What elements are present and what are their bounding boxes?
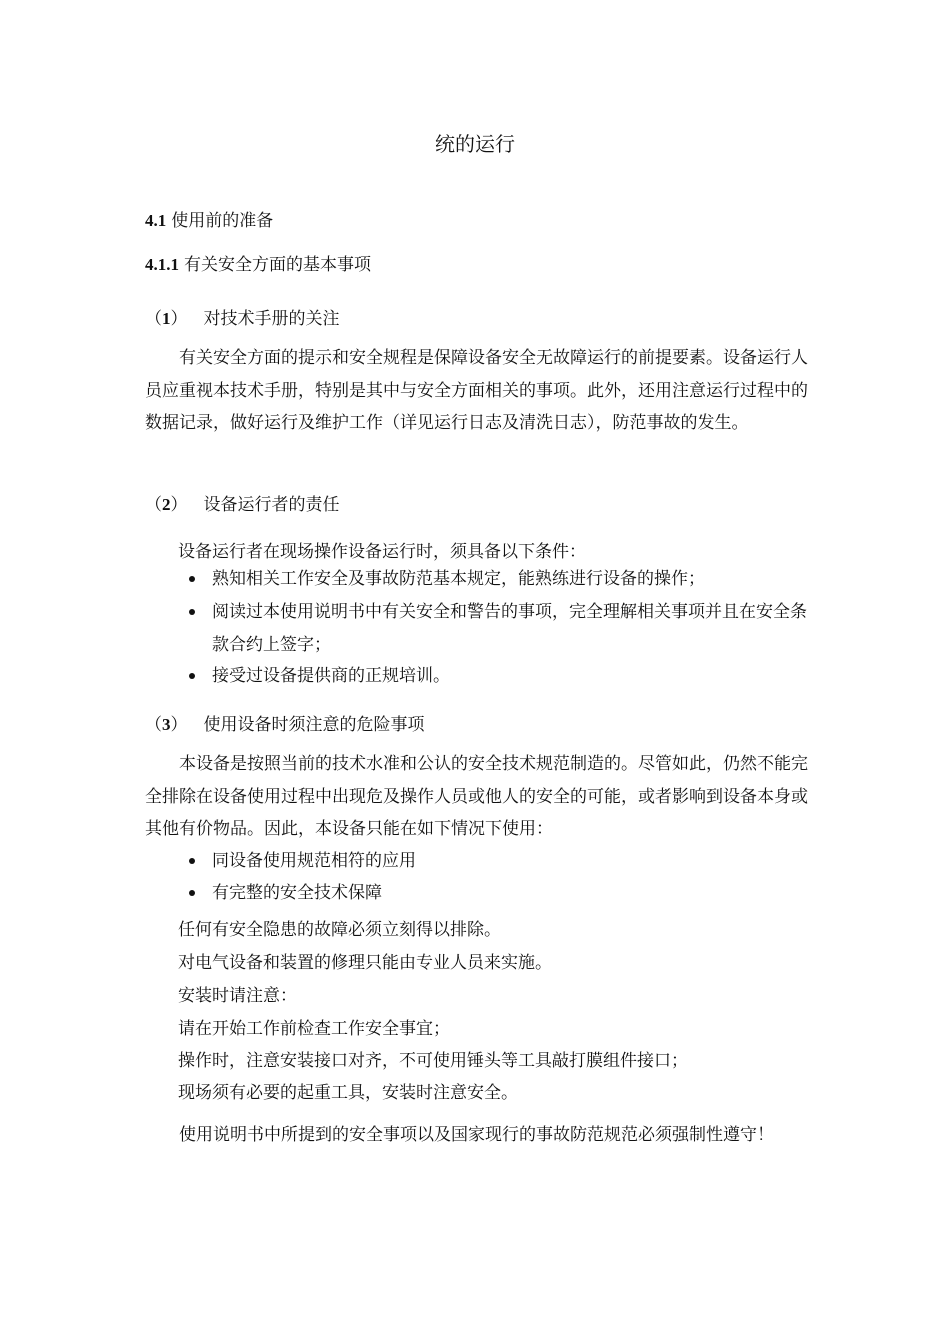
bullet-icon xyxy=(189,858,195,864)
text-line: 安装时请注意： xyxy=(178,986,297,1006)
item-heading-text: 使用设备时须注意的危险事项 xyxy=(203,715,425,735)
section-heading xyxy=(145,206,273,231)
item-heading-text: 设备运行者的责任 xyxy=(203,495,340,515)
text-line: 操作时，注意安装接口对齐，不可使用锤头等工具敲打膜组件接口； xyxy=(178,1051,688,1071)
list-item: 同设备使用规范相符的应用 xyxy=(189,845,812,878)
bullet-icon xyxy=(189,576,195,582)
text-line: 现场须有必要的起重工具，安装时注意安全。 xyxy=(178,1083,518,1103)
subsection-heading xyxy=(145,250,371,275)
paragraph-compliance: 使用说明书中所提到的安全事项以及国家现行的事故防范规范必须强制性遵守！ xyxy=(179,1125,774,1145)
text-line: 对电气设备和装置的修理只能由专业人员来实施。 xyxy=(178,953,552,973)
item-heading-text: 对技术手册的关注 xyxy=(203,309,340,329)
page-title: 统的运行 xyxy=(435,132,515,156)
item-heading-3 xyxy=(145,710,425,735)
list-item: 阅读过本使用说明书中有关安全和警告的事项，完全理解相关事项并且在安全条款合约上签字； xyxy=(189,596,812,661)
item-heading-2 xyxy=(145,490,340,515)
item-heading-1 xyxy=(145,304,340,329)
text-line: 任何有安全隐患的故障必须立刻得以排除。 xyxy=(178,920,501,940)
operator-intro: 设备运行者在现场操作设备运行时，须具备以下条件： xyxy=(178,542,586,562)
item-number: （1） xyxy=(145,309,188,328)
item-number: （3） xyxy=(145,715,188,734)
list-item: 有完整的安全技术保障 xyxy=(189,877,812,910)
item-number: （2） xyxy=(145,495,188,514)
paragraph-hazards: 本设备是按照当前的技术水准和公认的安全技术规范制造的。尽管如此，仍然不能完全排除在设备使用过程中出现危及操作人员或他人的安全的可能，或者影响到设备本身或其他有价物品。因此，本设备只能在如下情况下使用： xyxy=(145,754,808,839)
bullet-icon xyxy=(189,890,195,896)
bullet-icon xyxy=(189,609,195,615)
section-number: 4.1 xyxy=(145,211,167,230)
section-text: 使用前的准备 xyxy=(171,211,274,231)
subsection-number: 4.1.1 xyxy=(145,255,179,274)
list-item: 熟知相关工作安全及事故防范基本规定，能熟练进行设备的操作； xyxy=(189,563,812,596)
list-item: 接受过设备提供商的正规培训。 xyxy=(189,660,812,693)
subsection-text: 有关安全方面的基本事项 xyxy=(184,255,371,275)
paragraph-manual-attention: 有关安全方面的提示和安全规程是保障设备安全无故障运行的前提要素。设备运行人员应重视本技术手册，特别是其中与安全方面相关的事项。此外，还用注意运行过程中的数据记录，做好运行及维护工作（详见运行日志及清洗日志），防范事故的发生。 xyxy=(145,348,808,433)
bullet-icon xyxy=(189,673,195,679)
text-line: 请在开始工作前检查工作安全事宜； xyxy=(178,1019,450,1039)
